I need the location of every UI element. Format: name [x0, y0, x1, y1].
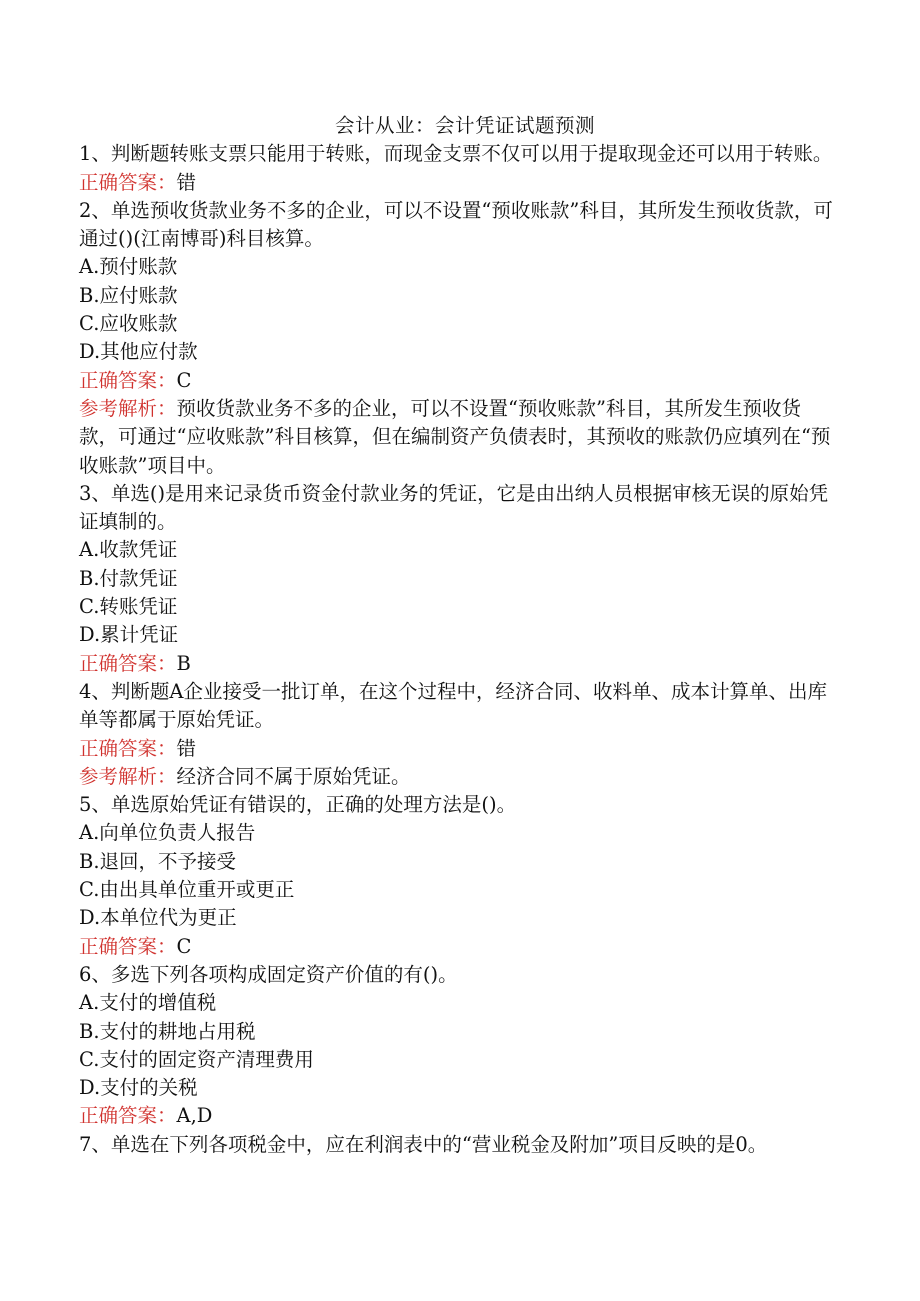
option-a: A.向单位负责人报告	[79, 821, 256, 845]
question-1-stem: 1、判断题转账支票只能用于转账，而现金支票不仅可以用于提取现金还可以用于转账。	[79, 142, 833, 166]
answer-value: A,D	[176, 1104, 213, 1128]
option-b: B.支付的耕地占用税	[79, 1019, 256, 1043]
option-d: D.本单位代为更正	[79, 906, 237, 930]
answer-value: B	[176, 651, 191, 675]
question-3-answer	[79, 650, 839, 678]
option-d: D.累计凭证	[79, 623, 179, 647]
document-page	[79, 112, 839, 1159]
answer-value: C	[176, 934, 192, 958]
option-a: A.支付的增值税	[79, 991, 217, 1015]
answer-label: 正确答案：	[79, 1104, 177, 1128]
option-c: C.转账凭证	[79, 595, 178, 619]
option-c: C.由出具单位重开或更正	[79, 878, 295, 902]
answer-value: 错	[176, 736, 197, 760]
question-3-stem: 3、单选()是用来记录货币资金付款业务的凭证，它是由出纳人员根据审核无误的原始凭证填制的。	[79, 481, 829, 534]
answer-label: 正确答案：	[79, 736, 177, 760]
option-a: A.收款凭证	[79, 538, 178, 562]
option-c: C.应收账款	[79, 312, 178, 336]
question-5-answer	[79, 933, 839, 961]
option-c: C.支付的固定资产清理费用	[79, 1047, 314, 1071]
answer-label: 正确答案：	[79, 934, 177, 958]
question-2-analysis	[79, 395, 839, 480]
answer-label: 正确答案：	[79, 651, 177, 675]
question-1-answer	[79, 169, 839, 197]
analysis-text: 经济合同不属于原始凭证。	[176, 764, 411, 788]
analysis-label: 参考解析：	[79, 396, 177, 420]
question-7-stem: 7、单选在下列各项税金中，应在利润表中的“营业税金及附加”项目反映的是0。	[79, 1132, 768, 1156]
document-title: 会计从业：会计凭证试题预测	[334, 114, 595, 137]
question-5-stem: 5、单选原始凭证有错误的，正确的处理方法是()。	[79, 793, 517, 817]
analysis-text: 预收货款业务不多的企业，可以不设置“预收账款”科目，其所发生预收货款，可通过“应收账款”科目核算，但在编制资产负债表时，其预收的账款仍应填列在“预收账款”项目中。	[79, 396, 831, 477]
question-4-answer	[79, 735, 839, 763]
option-b: B.退回，不予接受	[79, 849, 237, 873]
question-2-stem: 2、单选预收货款业务不多的企业，可以不设置“预收账款”科目，其所发生预收货款，可通过()(江南博哥)科目核算。	[79, 198, 833, 251]
question-2-answer	[79, 367, 839, 395]
option-d: D.支付的关税	[79, 1076, 198, 1100]
option-d: D.其他应付款	[79, 340, 198, 364]
answer-value: 错	[176, 170, 197, 194]
answer-label: 正确答案：	[79, 368, 177, 392]
option-b: B.应付账款	[79, 283, 178, 307]
question-6-stem: 6、多选下列各项构成固定资产价值的有()。	[79, 962, 458, 986]
question-4-stem: 4、判断题A企业接受一批订单，在这个过程中，经济合同、收料单、成本计算单、出库单等都属于原始凭证。	[79, 679, 827, 732]
answer-label: 正确答案：	[79, 170, 177, 194]
answer-value: C	[176, 368, 192, 392]
question-6-answer	[79, 1102, 839, 1130]
option-a: A.预付账款	[79, 255, 178, 279]
option-b: B.付款凭证	[79, 566, 178, 590]
analysis-label: 参考解析：	[79, 764, 177, 788]
question-4-analysis	[79, 763, 839, 791]
